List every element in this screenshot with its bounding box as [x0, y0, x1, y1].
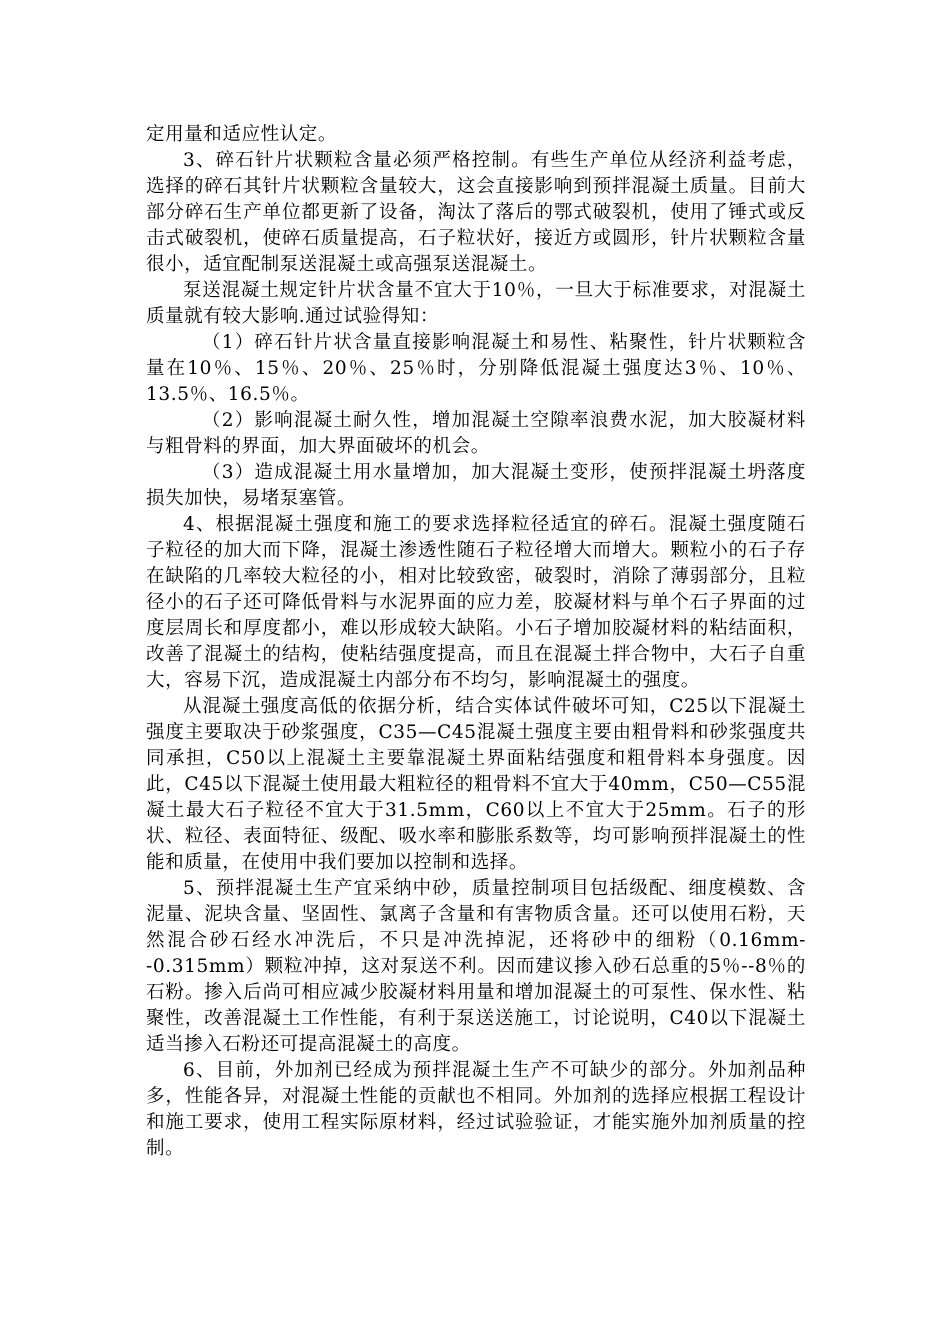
- paragraph-3: 泵送混凝土规定针片状含量不宜大于10％，一旦大于标准要求，对混凝土质量就有较大影响.通过试验得知：: [146, 280, 806, 327]
- paragraph-5: （2）影响混凝土耐久性，增加混凝土空隙率浪费水泥，加大胶凝材料与粗骨料的界面，加大界面破坏的机会。: [146, 410, 806, 457]
- paragraph-8: 从混凝土强度高低的依据分析，结合实体试件破坏可知，C25以下混凝土强度主要取决于砂浆强度，C35—C45混凝土强度主要由粗骨料和砂浆强度共同承担，C50以上混凝土主要靠混凝土界面粘结强度和粗骨料本身强度。因此，C45以下混凝土使用最大粗粒径的粗骨料不宜大于40mm，C50—C55混凝土最大石子粒径不宜大于31.5mm，C60以上不宜大于25mm。石子的形状、粒径、表面特征、级配、吸水率和膨胀系数等，均可影响预拌混凝土的性能和质量，在使用中我们要加以控制和选择。: [146, 696, 806, 873]
- paragraph-1: 定用量和适应性认定。: [146, 124, 338, 145]
- paragraph-2: 3、碎石针片状颗粒含量必须严格控制。有些生产单位从经济利益考虑，选择的碎石其针片状颗粒含量较大，这会直接影响到预拌混凝土质量。目前大部分碎石生产单位都更新了设备，淘汰了落后的鄂式破裂机，使用了锤式或反击式破裂机，使碎石质量提高，石子粒状好，接近方或圆形，针片状颗粒含量很小，适宜配制泵送混凝土或高强泵送混凝土。: [146, 150, 806, 275]
- document-body: [146, 122, 806, 1162]
- paragraph-7: 4、根据混凝土强度和施工的要求选择粒径适宜的碎石。混凝土强度随石子粒径的加大而下降，混凝土渗透性随石子粒径增大而增大。颗粒小的石子存在缺陷的几率较大粒径的小，相对比较致密，破裂时，消除了薄弱部分，且粒径小的石子还可降低骨料与水泥界面的应力差，胶凝材料与单个石子界面的过度层周长和厚度都小，难以形成较大缺陷。小石子增加胶凝材料的粘结面积，改善了混凝土的结构，使粘结强度提高，而且在混凝土拌合物中，大石子自重大，容易下沉，造成混凝土内部分布不均匀，影响混凝土的强度。: [146, 514, 806, 691]
- paragraph-4: （1）碎石针片状含量直接影响混凝土和易性、粘聚性，针片状颗粒含量在10％、15％、20％、25％时，分别降低混凝土强度达3％、10％、13.5％、16.5％。: [146, 332, 806, 405]
- paragraph-6: （3）造成混凝土用水量增加，加大混凝土变形，使预拌混凝土坍落度损失加快，易堵泵塞管。: [146, 462, 806, 509]
- paragraph-9: 5、预拌混凝土生产宜采纳中砂，质量控制项目包括级配、细度模数、含泥量、泥块含量、坚固性、氯离子含量和有害物质含量。还可以使用石粉，天然混合砂石经水冲洗后，不只是冲洗掉泥，还将砂中的细粉（0.16mm--0.315mm）颗粒冲掉，这对泵送不利。因而建议掺入砂石总重的5％--8％的石粉。掺入后尚可相应减少胶凝材料用量和增加混凝土的可泵性、保水性、粘聚性，改善混凝土工作性能，有利于泵送送施工，讨论说明，C40以下混凝土适当掺入石粉还可提高混凝土的高度。: [146, 878, 806, 1055]
- paragraph-10: 6、目前，外加剂已经成为预拌混凝土生产不可缺少的部分。外加剂品种多，性能各异，对混凝土性能的贡献也不相同。外加剂的选择应根据工程设计和施工要求，使用工程实际原材料，经过试验验证，才能实施外加剂质量的控制。: [146, 1060, 806, 1159]
